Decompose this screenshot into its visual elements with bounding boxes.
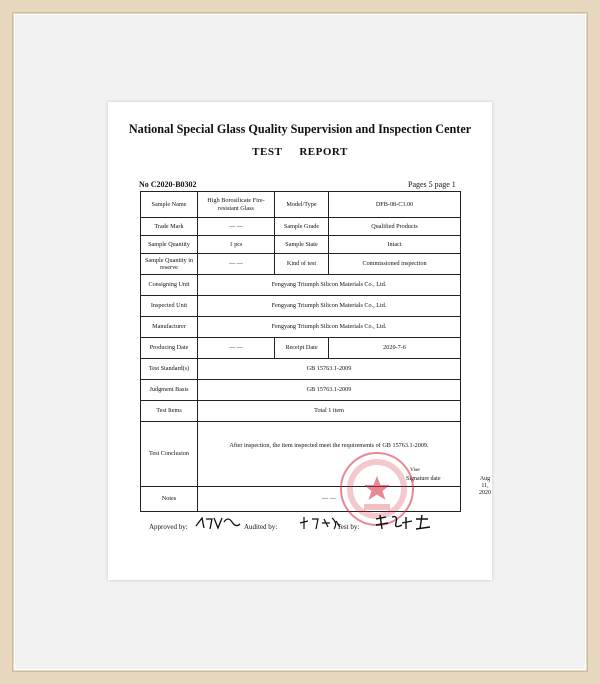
report-subtitle: TEST REPORT (252, 146, 348, 158)
cell-label: Sample Grade (275, 218, 329, 236)
cell-value: — — (198, 254, 275, 275)
table-row (141, 296, 461, 317)
test-report-document (108, 102, 492, 580)
cell-label: Sample Name (141, 192, 198, 218)
table-row (141, 401, 461, 422)
signature-date-label: Signature date (406, 476, 441, 482)
approved-by-label: Approved by: (149, 523, 188, 531)
cell-value: Commissioned inspection (329, 254, 461, 275)
cell-label: Test Items (141, 401, 198, 422)
cell-value: Fengyang Triumph Silicon Materials Co., Ltd. (198, 296, 461, 317)
cell-value: Intact (329, 236, 461, 254)
table-row (141, 192, 461, 218)
audited-by-label: Audited by: (244, 523, 278, 531)
table-row (141, 275, 461, 296)
cell-value: Fengyang Triumph Silicon Materials Co., Ltd. (198, 275, 461, 296)
conclusion-text: After inspection, the item inspected meet the requirements of GB 15763.1-2009. (229, 442, 429, 449)
table-row (141, 218, 461, 236)
cell-label: Sample Quantity in reserve (141, 254, 198, 275)
tester-signature (372, 513, 434, 533)
cell-value: GB 15763.1-2009 (198, 380, 461, 401)
cell-value: Fengyang Triumph Silicon Materials Co., Ltd. (198, 317, 461, 338)
cell-label: Consigning Unit (141, 275, 198, 296)
conclusion-cell (198, 422, 491, 496)
cell-label: Receipt Date (275, 338, 329, 359)
cell-value: DFB-08-C3.00 (329, 192, 461, 218)
cell-label: Test Standard(s) (141, 359, 198, 380)
auditor-signature (298, 515, 342, 531)
cell-value: GB 15763.1-2009 (198, 359, 461, 380)
table-row (141, 236, 461, 254)
cell-value: High Borosilicate Fire-resistant Glass (198, 192, 275, 218)
report-number: No C2020-B0302 (139, 180, 197, 189)
page-count: Pages 5 page 1 (408, 180, 456, 189)
cell-label: Trade Mark (141, 218, 198, 236)
cell-label: Model/Type (275, 192, 329, 218)
table-row (141, 317, 461, 338)
report-title: National Special Glass Quality Supervision and Inspection Center (128, 122, 472, 136)
table-row (141, 422, 461, 487)
cell-label: Judgment Basis (141, 380, 198, 401)
signature-date: Aug 11, 2020 (479, 476, 491, 496)
cell-label: Test Conclusion (141, 422, 198, 487)
cell-value: Qualified Products (329, 218, 461, 236)
cell-label: Sample Quantity (141, 236, 198, 254)
table-row (141, 254, 461, 275)
report-table (140, 191, 491, 512)
table-row (141, 359, 461, 380)
cell-label: Notes (141, 487, 198, 512)
cell-value: 1 pcs (198, 236, 275, 254)
tested-by-label: Test by: (337, 523, 360, 531)
table-row (141, 338, 461, 359)
cell-label: Producing Date (141, 338, 198, 359)
cell-value: — — (198, 487, 461, 512)
cell-value: — — (198, 338, 275, 359)
cell-value: — — (198, 218, 275, 236)
cell-label: Manufacturer (141, 317, 198, 338)
cell-value: Total 1 item (198, 401, 461, 422)
cell-label: Kind of test (275, 254, 329, 275)
cell-value: 2020-7-6 (329, 338, 461, 359)
cell-label: Inspected Unit (141, 296, 198, 317)
vice-label: Vise (410, 467, 420, 473)
table-row (141, 380, 461, 401)
approver-signature (194, 514, 242, 532)
cell-label: Sample State (275, 236, 329, 254)
